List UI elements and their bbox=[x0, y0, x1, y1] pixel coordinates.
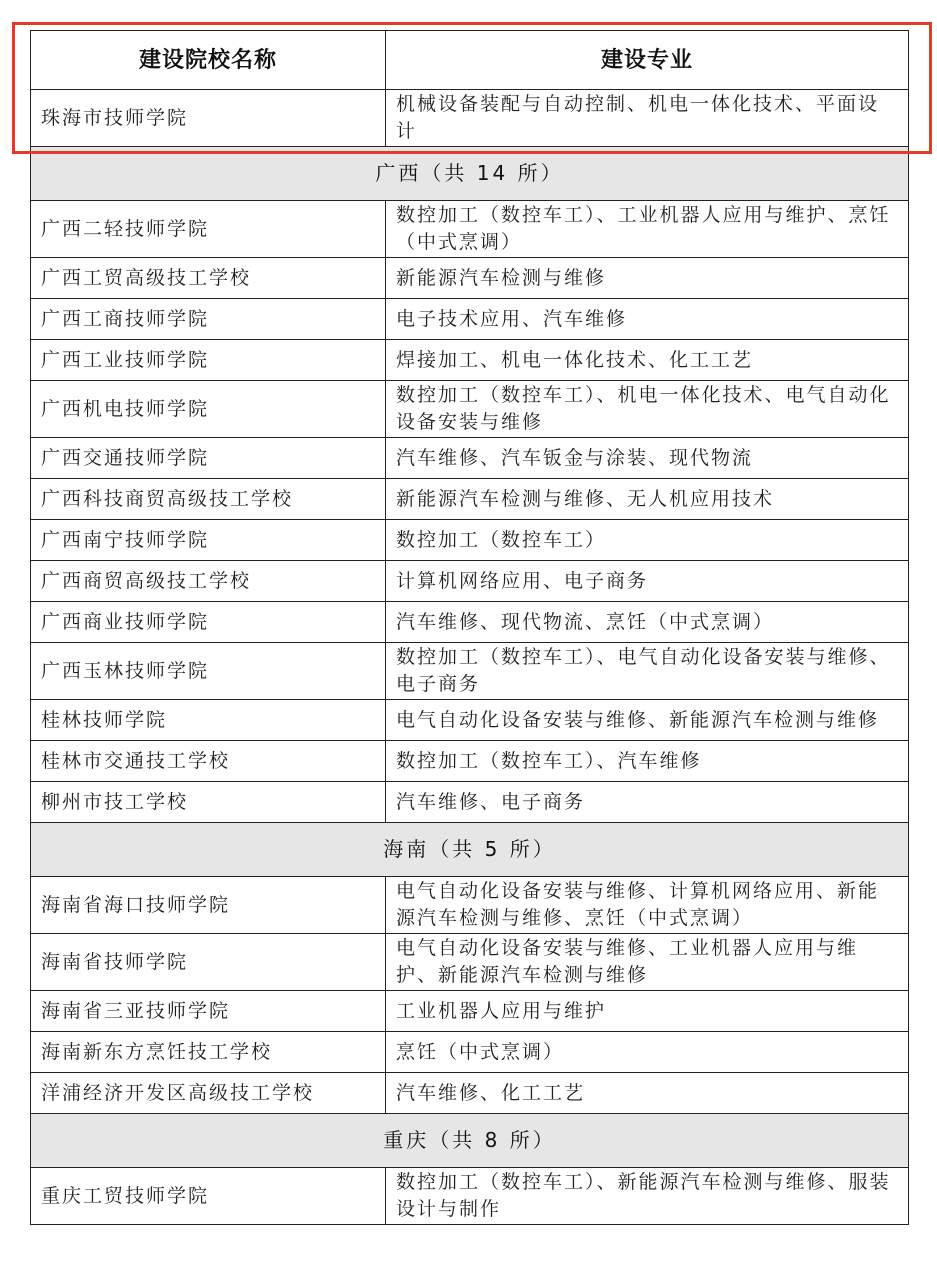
table-row bbox=[31, 700, 909, 741]
school-cell: 广西交通技师学院 bbox=[31, 438, 386, 479]
major-cell: 烹饪（中式烹调） bbox=[386, 1032, 909, 1073]
table-row bbox=[31, 90, 909, 147]
major-cell: 电气自动化设备安装与维修、计算机网络应用、新能源汽车检测与维修、烹饪（中式烹调） bbox=[386, 877, 909, 934]
section-title: 广西（共 14 所） bbox=[31, 147, 909, 201]
school-cell: 广西工业技师学院 bbox=[31, 340, 386, 381]
table-row bbox=[31, 381, 909, 438]
major-cell: 焊接加工、机电一体化技术、化工工艺 bbox=[386, 340, 909, 381]
section-row-hainan bbox=[31, 823, 909, 877]
major-cell: 汽车维修、现代物流、烹饪（中式烹调） bbox=[386, 602, 909, 643]
table-row bbox=[31, 741, 909, 782]
major-cell: 电气自动化设备安装与维修、工业机器人应用与维护、新能源汽车检测与维修 bbox=[386, 934, 909, 991]
school-cell: 广西机电技师学院 bbox=[31, 381, 386, 438]
table-row bbox=[31, 1073, 909, 1114]
major-cell: 新能源汽车检测与维修 bbox=[386, 258, 909, 299]
school-cell: 广西南宁技师学院 bbox=[31, 520, 386, 561]
table-row bbox=[31, 934, 909, 991]
table-row bbox=[31, 299, 909, 340]
schools-table bbox=[30, 30, 909, 1225]
section-title: 重庆（共 8 所） bbox=[31, 1114, 909, 1168]
table-row bbox=[31, 561, 909, 602]
major-cell: 数控加工（数控车工）、电气自动化设备安装与维修、电子商务 bbox=[386, 643, 909, 700]
school-cell: 海南省技师学院 bbox=[31, 934, 386, 991]
major-cell: 数控加工（数控车工）、汽车维修 bbox=[386, 741, 909, 782]
school-cell: 广西工商技师学院 bbox=[31, 299, 386, 340]
major-cell: 新能源汽车检测与维修、无人机应用技术 bbox=[386, 479, 909, 520]
school-cell: 广西二轻技师学院 bbox=[31, 201, 386, 258]
major-cell: 汽车维修、汽车钣金与涂装、现代物流 bbox=[386, 438, 909, 479]
header-major: 建设专业 bbox=[386, 31, 909, 90]
major-cell: 汽车维修、电子商务 bbox=[386, 782, 909, 823]
table-row bbox=[31, 340, 909, 381]
school-cell: 洋浦经济开发区高级技工学校 bbox=[31, 1073, 386, 1114]
school-cell: 广西玉林技师学院 bbox=[31, 643, 386, 700]
table-header-row bbox=[31, 31, 909, 90]
section-row-guangxi bbox=[31, 147, 909, 201]
major-cell: 工业机器人应用与维护 bbox=[386, 991, 909, 1032]
table-row bbox=[31, 520, 909, 561]
table-row bbox=[31, 258, 909, 299]
table-row bbox=[31, 643, 909, 700]
table-row bbox=[31, 1168, 909, 1225]
school-cell: 海南省海口技师学院 bbox=[31, 877, 386, 934]
major-cell: 数控加工（数控车工）、新能源汽车检测与维修、服装设计与制作 bbox=[386, 1168, 909, 1225]
major-cell: 数控加工（数控车工）、机电一体化技术、电气自动化设备安装与维修 bbox=[386, 381, 909, 438]
table-row bbox=[31, 602, 909, 643]
table-row bbox=[31, 479, 909, 520]
school-cell: 广西商业技师学院 bbox=[31, 602, 386, 643]
table-row bbox=[31, 201, 909, 258]
major-cell: 机械设备装配与自动控制、机电一体化技术、平面设计 bbox=[386, 90, 909, 147]
table-row bbox=[31, 782, 909, 823]
major-cell: 计算机网络应用、电子商务 bbox=[386, 561, 909, 602]
section-title: 海南（共 5 所） bbox=[31, 823, 909, 877]
school-cell: 广西工贸高级技工学校 bbox=[31, 258, 386, 299]
section-row-chongqing bbox=[31, 1114, 909, 1168]
school-cell: 重庆工贸技师学院 bbox=[31, 1168, 386, 1225]
school-cell: 桂林技师学院 bbox=[31, 700, 386, 741]
schools-table-container bbox=[30, 30, 908, 1225]
major-cell: 汽车维修、化工工艺 bbox=[386, 1073, 909, 1114]
school-cell: 珠海市技师学院 bbox=[31, 90, 386, 147]
table-row bbox=[31, 877, 909, 934]
major-cell: 数控加工（数控车工） bbox=[386, 520, 909, 561]
header-school-name: 建设院校名称 bbox=[31, 31, 386, 90]
major-cell: 电子技术应用、汽车维修 bbox=[386, 299, 909, 340]
table-row bbox=[31, 1032, 909, 1073]
school-cell: 桂林市交通技工学校 bbox=[31, 741, 386, 782]
school-cell: 广西科技商贸高级技工学校 bbox=[31, 479, 386, 520]
school-cell: 广西商贸高级技工学校 bbox=[31, 561, 386, 602]
table-row bbox=[31, 991, 909, 1032]
major-cell: 数控加工（数控车工）、工业机器人应用与维护、烹饪（中式烹调） bbox=[386, 201, 909, 258]
school-cell: 柳州市技工学校 bbox=[31, 782, 386, 823]
major-cell: 电气自动化设备安装与维修、新能源汽车检测与维修 bbox=[386, 700, 909, 741]
school-cell: 海南新东方烹饪技工学校 bbox=[31, 1032, 386, 1073]
school-cell: 海南省三亚技师学院 bbox=[31, 991, 386, 1032]
table-row bbox=[31, 438, 909, 479]
